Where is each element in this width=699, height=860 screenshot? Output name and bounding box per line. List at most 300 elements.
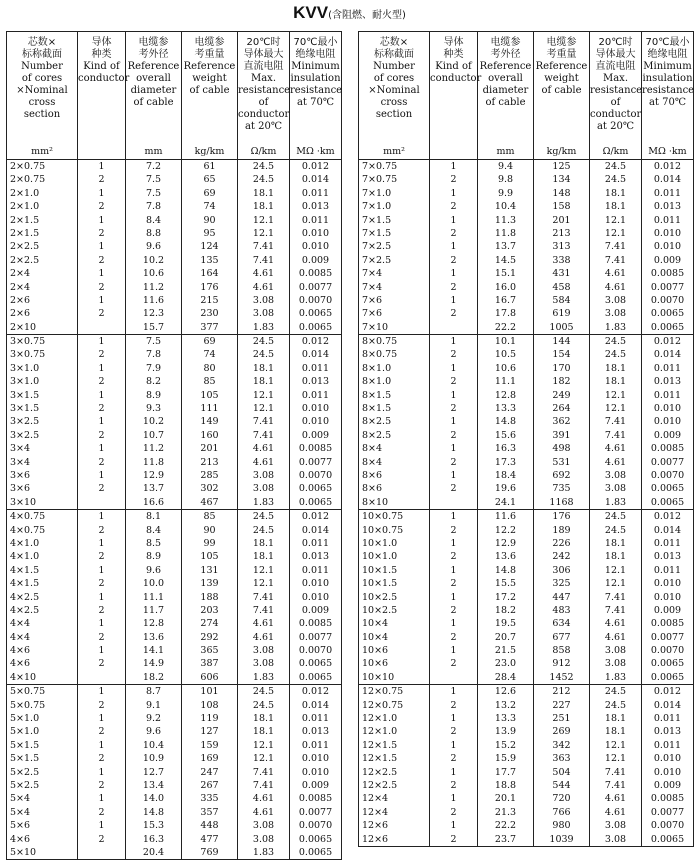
- table-cell: 4.61: [252, 631, 275, 643]
- table-cell: 3.08: [604, 820, 627, 832]
- table-cell: 19.6: [494, 483, 517, 495]
- table-cell: 10×6: [362, 645, 389, 657]
- table-cell: 20.7: [494, 631, 517, 643]
- table-cell: 4×4: [10, 631, 31, 643]
- table-cell: 11.7: [142, 604, 165, 616]
- header-en-line: insulation: [642, 73, 693, 84]
- table-cell: 1: [98, 268, 105, 280]
- row-group: [359, 510, 694, 685]
- overall-diameter-column: [126, 685, 182, 860]
- table-cell: 11.6: [142, 294, 165, 306]
- min-insulation-resistance-column: [642, 685, 694, 847]
- table-cell: 363: [552, 753, 571, 765]
- table-cell: 1: [450, 214, 457, 226]
- cable-weight-column: [182, 685, 238, 860]
- table-cell: 1: [450, 268, 457, 280]
- table-cell: 18.1: [252, 376, 275, 388]
- table-cell: 28.4: [494, 671, 517, 683]
- table-cell: 0.011: [301, 214, 330, 226]
- table-cell: 1: [98, 336, 105, 348]
- table-cell: 2: [98, 429, 105, 441]
- table-cell: 10×1.0: [362, 551, 398, 563]
- table-cell: 15.7: [142, 321, 165, 333]
- header-en-line: weight: [544, 73, 579, 84]
- header-max-resistance: [238, 32, 290, 160]
- table-cell: 22.2: [494, 820, 517, 832]
- table-cell: 0.009: [301, 779, 330, 791]
- table-cell: 1.83: [252, 496, 275, 508]
- table-cell: 0.0065: [650, 496, 685, 508]
- table-cell: 3.08: [604, 483, 627, 495]
- header-en-line: Minimum: [643, 61, 692, 72]
- table-cell: 0.012: [653, 161, 682, 172]
- table-cell: 12.8: [142, 618, 165, 630]
- table-cell: 5×2.5: [10, 766, 40, 778]
- table-cell: 0.0077: [650, 456, 685, 468]
- table-cell: 606: [200, 671, 219, 683]
- table-cell: 387: [200, 658, 219, 670]
- spec-table-right: [358, 31, 694, 847]
- table-cell: 18.1: [604, 726, 627, 738]
- table-cell: 8×10: [362, 496, 389, 508]
- table-cell: 10×2.5: [362, 604, 398, 616]
- table-cell: 285: [200, 469, 219, 481]
- table-cell: 4×1.5: [10, 578, 40, 590]
- header-en-line: cross: [380, 97, 408, 108]
- table-cell: 10×0.75: [362, 524, 404, 536]
- table-cell: 3.08: [252, 833, 275, 845]
- table-cell: 21.5: [494, 645, 517, 657]
- table-cell: 2: [98, 254, 105, 266]
- table-cell: 0.012: [653, 686, 682, 698]
- table-cell: 1: [450, 591, 457, 603]
- table-cell: 7.41: [604, 241, 627, 253]
- table-cell: 8.4: [145, 524, 162, 536]
- table-cell: 135: [200, 254, 219, 266]
- table-cell: 2×2.5: [10, 241, 40, 253]
- table-cell: 1: [98, 686, 105, 698]
- table-cell: 11.1: [142, 591, 165, 603]
- table-cell: 4×0.75: [10, 524, 46, 536]
- table-cell: 7×10: [362, 321, 389, 333]
- header-cn-line: 导体: [91, 37, 112, 48]
- table-cell: 213: [552, 227, 571, 239]
- header-en-line: diameter: [130, 85, 177, 96]
- table-cell: 18.1: [252, 726, 275, 738]
- table-cell: 15.1: [494, 268, 517, 280]
- table-cell: 201: [552, 214, 571, 226]
- table-cell: 483: [552, 604, 571, 616]
- table-cell: 267: [200, 779, 219, 791]
- table-cell: 2×1.5: [10, 214, 40, 226]
- table-cell: 1: [450, 416, 457, 428]
- table-cell: 4.61: [252, 443, 275, 455]
- cores-section-column: [359, 160, 430, 335]
- table-cell: 24.5: [252, 524, 275, 536]
- header-en-line: conductor: [238, 109, 290, 120]
- table-cell: 4×6: [10, 645, 31, 657]
- table-cell: 0.011: [653, 739, 682, 751]
- table-cell: 15.5: [494, 578, 517, 590]
- table-cell: 85: [203, 376, 216, 388]
- spec-table-left: [6, 31, 342, 860]
- table-cell: 12.1: [252, 389, 275, 401]
- table-cell: 0.012: [301, 161, 330, 172]
- table-cell: 0.0085: [650, 268, 685, 280]
- table-cell: 4×6: [10, 833, 31, 845]
- table-cell: 4×1.5: [10, 564, 40, 576]
- table-cell: 0.009: [301, 604, 330, 616]
- table-cell: 2: [98, 376, 105, 388]
- table-cell: 0.0065: [298, 483, 333, 495]
- table-cell: 9.4: [497, 161, 514, 172]
- header-cn-line: 考重量: [194, 49, 225, 60]
- row-group: [7, 510, 342, 685]
- table-cell: 0.0085: [298, 268, 333, 280]
- table-cell: 1: [450, 686, 457, 698]
- table-cell: 8×1.0: [362, 362, 392, 374]
- conductor-kind-column: [430, 160, 478, 335]
- table-cell: 24.5: [604, 336, 627, 348]
- conductor-kind-column: [78, 510, 126, 685]
- table-cell: 12×0.75: [362, 699, 404, 711]
- table-cell: 2: [98, 456, 105, 468]
- min-insulation-resistance-column: [290, 510, 342, 685]
- table-cell: 10.1: [494, 336, 517, 348]
- table-cell: 8.7: [145, 686, 162, 698]
- table-cell: 1: [98, 362, 105, 374]
- header-en-line: Reference: [479, 61, 532, 72]
- header-en-line: of: [258, 97, 269, 108]
- table-cell: 0.0065: [298, 496, 333, 508]
- table-cell: 0.0065: [650, 308, 685, 320]
- cable-weight-column: [534, 685, 590, 847]
- overall-diameter-column: [126, 335, 182, 510]
- table-cell: 0.0070: [650, 820, 685, 832]
- table-cell: 18.1: [604, 376, 627, 388]
- table-cell: 10×1.5: [362, 578, 398, 590]
- table-cell: 477: [200, 833, 219, 845]
- table-cell: 3×6: [10, 483, 31, 495]
- table-cell: 447: [552, 591, 571, 603]
- table-cell: 18.1: [252, 201, 275, 213]
- table-cell: 0.011: [301, 537, 330, 549]
- table-cell: 338: [552, 254, 571, 266]
- header-en-line: Kind of: [435, 61, 472, 72]
- table-cell: 12×6: [362, 820, 389, 832]
- table-cell: 2: [98, 658, 105, 670]
- header-en-line: resistance: [290, 85, 343, 96]
- table-cell: 1: [450, 294, 457, 306]
- table-cell: 0.0085: [650, 793, 685, 805]
- table-cell: 0.010: [653, 241, 682, 253]
- overall-diameter-column: [126, 510, 182, 685]
- table-cell: 0.013: [301, 726, 330, 738]
- header-cn-line: 直流电阻: [595, 61, 636, 72]
- max-resistance-column: [238, 335, 290, 510]
- table-cell: 2×4: [10, 268, 31, 280]
- table-cell: 22.2: [494, 321, 517, 333]
- header-cn-line: 导体最大: [595, 49, 636, 60]
- table-cell: 3.08: [604, 658, 627, 670]
- table-cell: 2: [450, 281, 457, 293]
- header-cn-line: 导体最大: [243, 49, 284, 60]
- table-cell: 0.0085: [650, 618, 685, 630]
- table-cell: 7.41: [604, 254, 627, 266]
- table-cell: 7.41: [604, 416, 627, 428]
- table-cell: 0.011: [653, 214, 682, 226]
- table-cell: 24.5: [604, 699, 627, 711]
- table-cell: 24.5: [604, 161, 627, 172]
- table-cell: 1: [450, 511, 457, 523]
- header-en-line: resistance: [590, 85, 643, 96]
- table-cell: 0.012: [301, 511, 330, 523]
- table-cell: 144: [552, 336, 571, 348]
- table-cell: 7.41: [252, 591, 275, 603]
- table-cell: 2: [450, 201, 457, 213]
- table-cell: 101: [200, 686, 219, 698]
- table-cell: 12.1: [252, 739, 275, 751]
- table-cell: 0.0085: [298, 793, 333, 805]
- header-cn-line: 70℃最小: [293, 37, 338, 48]
- table-cell: 20.1: [494, 793, 517, 805]
- table-cell: 1: [450, 389, 457, 401]
- table-cell: 169: [200, 753, 219, 765]
- table-cell: 10×4: [362, 631, 389, 643]
- min-insulation-resistance-column: [642, 510, 694, 685]
- table-cell: 8×2.5: [362, 429, 392, 441]
- table-cell: 16.3: [142, 833, 165, 845]
- table-cell: 10×10: [362, 671, 395, 683]
- table-cell: 12×1.5: [362, 739, 398, 751]
- table-cell: 0.0077: [298, 631, 333, 643]
- table-cell: 0.013: [653, 376, 682, 388]
- table-cell: 12.1: [252, 214, 275, 226]
- min-insulation-resistance-column: [642, 335, 694, 510]
- cable-weight-column: [182, 510, 238, 685]
- table-cell: 0.010: [301, 766, 330, 778]
- table-cell: 18.1: [604, 551, 627, 563]
- table-cell: 2: [98, 551, 105, 563]
- table-cell: 7.41: [604, 591, 627, 603]
- table-cell: 5×6: [10, 820, 31, 832]
- table-cell: 7.9: [145, 362, 162, 374]
- table-cell: 0.012: [301, 686, 330, 698]
- table-cell: 9.3: [145, 403, 162, 415]
- table-cell: 5×10: [10, 846, 37, 858]
- table-cell: 10.0: [142, 578, 165, 590]
- min-insulation-resistance-column: [290, 685, 342, 860]
- table-cell: 227: [552, 699, 571, 711]
- table-cell: 12.1: [604, 739, 627, 751]
- table-cell: 2×4: [10, 281, 31, 293]
- table-cell: 9.2: [145, 713, 162, 725]
- header-en-line: Reference: [183, 61, 236, 72]
- table-cell: 7.8: [145, 349, 162, 361]
- table-cell: 1: [98, 645, 105, 657]
- header-cn-line: 种类: [443, 49, 464, 60]
- table-cell: 176: [552, 511, 571, 523]
- table-cell: 2: [450, 403, 457, 415]
- table-cell: 7.41: [252, 254, 275, 266]
- table-cell: 20.4: [142, 846, 165, 858]
- table-cell: 0.0065: [650, 833, 685, 845]
- table-cell: 10.6: [142, 268, 165, 280]
- table-cell: 15.2: [494, 739, 517, 751]
- table-cell: 2: [98, 483, 105, 495]
- table-cell: 8×1.5: [362, 389, 392, 401]
- table-cell: 182: [552, 376, 571, 388]
- table-cell: 0.0070: [650, 645, 685, 657]
- cores-section-column: [359, 335, 430, 510]
- table-cell: 4.61: [604, 793, 627, 805]
- table-cell: 4.61: [604, 456, 627, 468]
- table-cell: 1: [98, 416, 105, 428]
- header-en-line: diameter: [482, 85, 529, 96]
- table-cell: 134: [552, 174, 571, 186]
- table-cell: 12.9: [494, 537, 517, 549]
- table-cell: 7.41: [252, 779, 275, 791]
- header-cable-weight: [534, 32, 590, 160]
- cable-weight-column: [534, 160, 590, 335]
- min-insulation-resistance-column: [290, 160, 342, 335]
- table-cell: 11.8: [142, 456, 165, 468]
- header-cn-line: 70℃最小: [645, 37, 690, 48]
- table-cell: 0.0065: [298, 308, 333, 320]
- table-cell: 16.3: [494, 443, 517, 455]
- table-cell: 0.0077: [298, 281, 333, 293]
- table-cell: 201: [200, 443, 219, 455]
- table-cell: 3×1.0: [10, 362, 40, 374]
- table-cell: 1: [98, 241, 105, 253]
- table-cell: 24.5: [252, 336, 275, 348]
- table-cell: 2: [450, 308, 457, 320]
- conductor-kind-column: [78, 160, 126, 335]
- table-cell: 7×2.5: [362, 254, 392, 266]
- overall-diameter-column: [478, 160, 534, 335]
- table-cell: 242: [552, 551, 571, 563]
- table-cell: 230: [200, 308, 219, 320]
- table-cell: 10.4: [142, 739, 165, 751]
- table-cell: 8×0.75: [362, 336, 398, 348]
- max-resistance-column: [238, 160, 290, 335]
- table-cell: 3.08: [252, 820, 275, 832]
- table-cell: 24.5: [252, 349, 275, 361]
- table-cell: 105: [200, 551, 219, 563]
- conductor-kind-column: [430, 510, 478, 685]
- table-cell: 1: [450, 645, 457, 657]
- table-cell: 61: [203, 161, 216, 172]
- table-cell: 1: [98, 537, 105, 549]
- table-cell: 0.0070: [298, 294, 333, 306]
- title-sub: (含阻燃、耐火型): [328, 10, 406, 21]
- table-cell: 2: [450, 429, 457, 441]
- table-cell: 7×6: [362, 294, 383, 306]
- table-cell: 24.5: [604, 511, 627, 523]
- table-cell: 7×1.0: [362, 187, 392, 199]
- table-cell: 1: [98, 161, 105, 172]
- overall-diameter-column: [478, 510, 534, 685]
- table-cell: 858: [552, 645, 571, 657]
- table-cell: 24.5: [604, 349, 627, 361]
- header-cores-section: [359, 32, 430, 160]
- header-cable-weight: [182, 32, 238, 160]
- table-cell: 12×1.5: [362, 753, 398, 765]
- table-cell: 2: [450, 483, 457, 495]
- table-cell: 12.1: [252, 578, 275, 590]
- table-cell: 0.0070: [298, 645, 333, 657]
- table-cell: 1: [98, 469, 105, 481]
- table-cell: 249: [552, 389, 571, 401]
- table-cell: 12.1: [604, 564, 627, 576]
- table-cell: 99: [203, 537, 216, 549]
- max-resistance-column: [238, 510, 290, 685]
- table-cell: 13.9: [494, 726, 517, 738]
- table-cell: 1168: [549, 496, 574, 508]
- table-cell: 7.41: [604, 766, 627, 778]
- table-cell: 7.41: [252, 766, 275, 778]
- table-cell: 3×1.5: [10, 403, 40, 415]
- table-cell: 0.012: [653, 511, 682, 523]
- table-cell: 7×4: [362, 281, 383, 293]
- header-en-line: ×Nominal: [368, 85, 420, 96]
- table-cell: 12.3: [142, 308, 165, 320]
- table-cell: 8.1: [145, 511, 162, 523]
- table-cell: 2: [98, 174, 105, 186]
- table-cell: 213: [200, 456, 219, 468]
- header-conductor-kind: [430, 32, 482, 160]
- table-cell: 0.014: [301, 174, 330, 186]
- table-cell: 274: [200, 618, 219, 630]
- table-cell: 21.3: [494, 806, 517, 818]
- table-cell: 1: [98, 793, 105, 805]
- table-cell: 0.0077: [650, 281, 685, 293]
- table-cell: 1: [450, 537, 457, 549]
- header-cn-line: 考外径: [138, 49, 169, 60]
- header-en-line: conductor: [430, 73, 482, 84]
- table-cell: 7.41: [604, 604, 627, 616]
- table-cell: 2: [98, 753, 105, 765]
- table-cell: 1: [98, 618, 105, 630]
- cable-weight-column: [534, 510, 590, 685]
- table-cell: 325: [552, 578, 571, 590]
- table-cell: 18.1: [604, 362, 627, 374]
- table-cell: 0.011: [653, 362, 682, 374]
- table-cell: 531: [552, 456, 571, 468]
- table-cell: 170: [552, 362, 571, 374]
- table-cell: 12.1: [604, 389, 627, 401]
- table-cell: 3×1.0: [10, 376, 40, 388]
- header-unit: kg/km: [194, 146, 225, 157]
- table-cell: 7.41: [252, 241, 275, 253]
- table-cell: [78, 671, 125, 684]
- table-cell: 10.2: [142, 254, 165, 266]
- max-resistance-column: [590, 510, 642, 685]
- table-cell: 23.0: [494, 658, 517, 670]
- table-cell: 362: [552, 416, 571, 428]
- table-cell: 3.08: [252, 658, 275, 670]
- table-cell: 18.1: [604, 201, 627, 213]
- table-cell: 0.0070: [298, 469, 333, 481]
- table-cell: 0.011: [653, 713, 682, 725]
- table-cell: 12.1: [252, 564, 275, 576]
- table-cell: 0.010: [301, 591, 330, 603]
- table-cell: 391: [552, 429, 571, 441]
- table-cell: 18.4: [494, 469, 517, 481]
- table-cell: 0.0070: [298, 820, 333, 832]
- table-cell: 0.0065: [298, 846, 333, 858]
- table-cell: 0.009: [653, 429, 682, 441]
